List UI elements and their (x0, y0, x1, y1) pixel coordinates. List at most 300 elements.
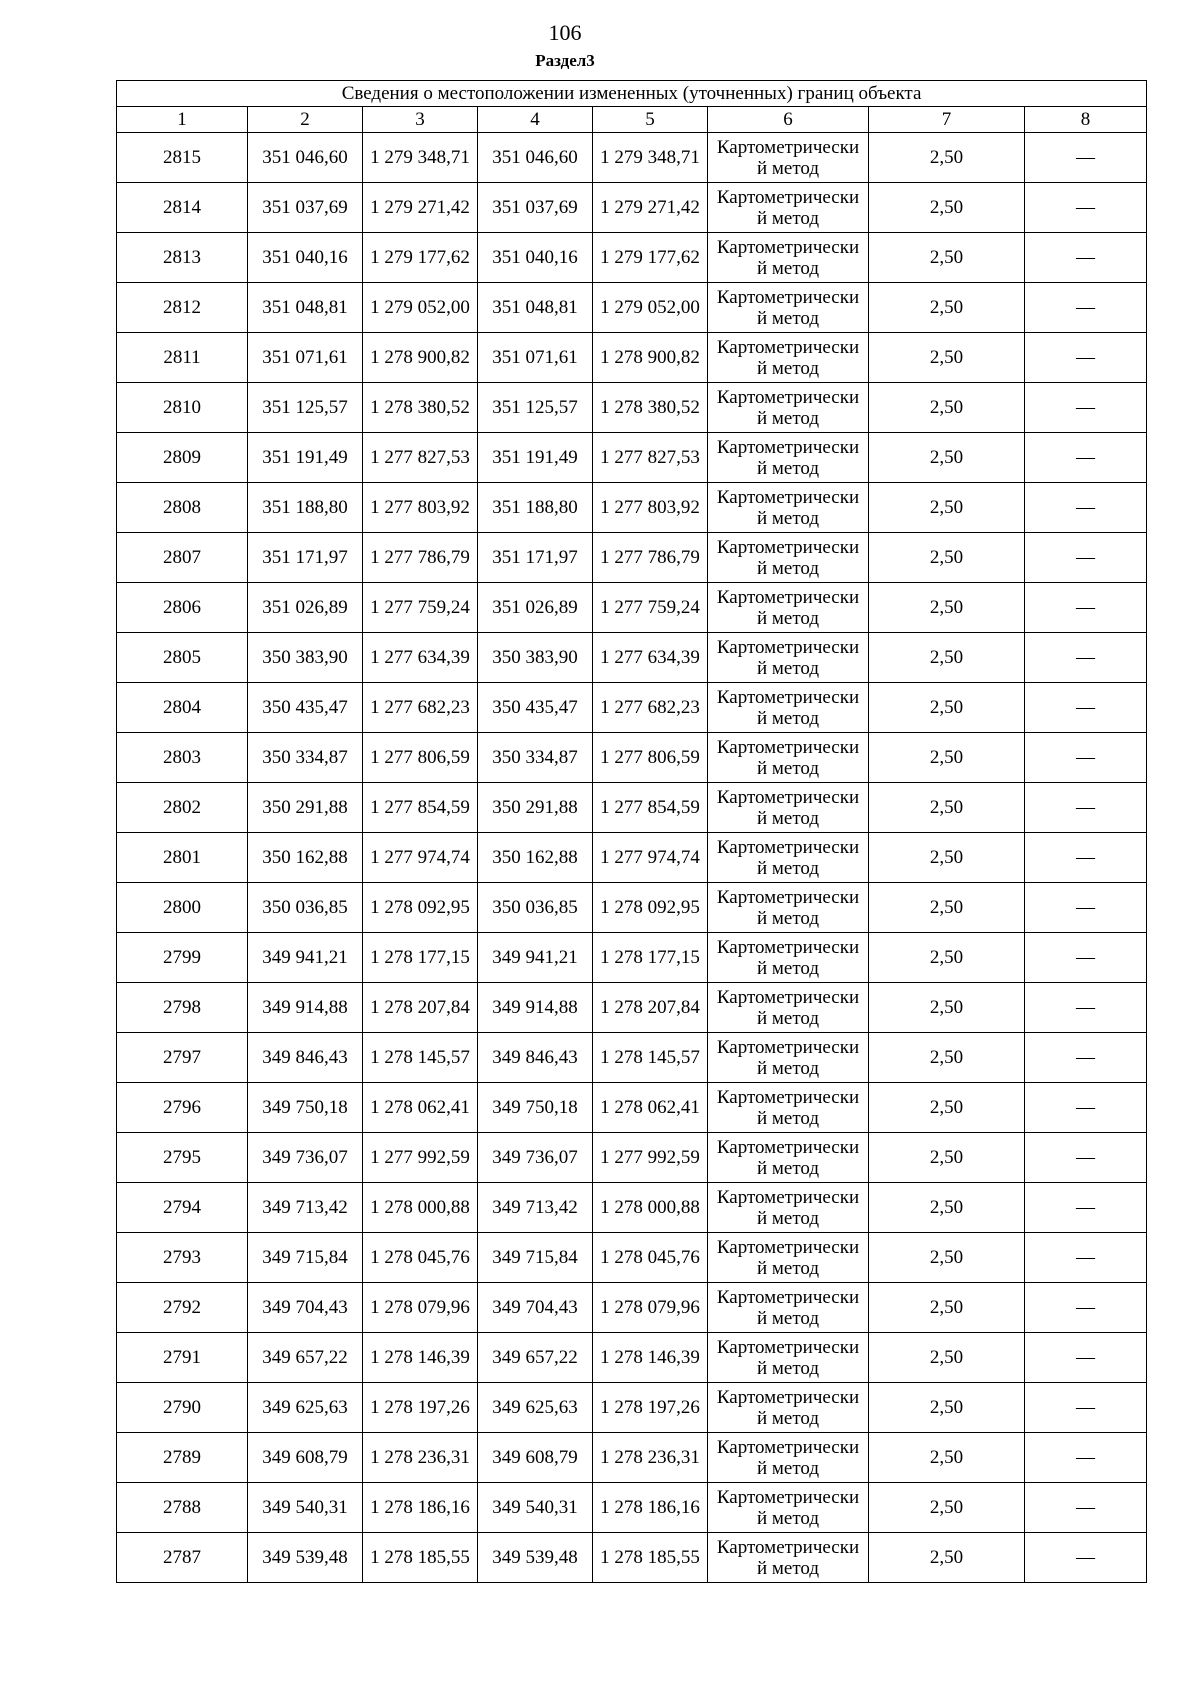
method-text-line2: й метод (756, 257, 820, 279)
method-cell (708, 483, 869, 533)
old-x-cell: 349 608,79 (248, 1433, 363, 1483)
method-text-line1: Картометрически (716, 286, 860, 308)
method-cell (708, 933, 869, 983)
new-x-cell: 351 048,81 (478, 283, 593, 333)
new-y-cell: 1 278 900,82 (593, 333, 708, 383)
method-text-line2: й метод (756, 307, 820, 329)
accuracy-cell: 2,50 (869, 833, 1025, 883)
table-caption-row (117, 81, 1147, 107)
column-number-row (117, 107, 1147, 133)
table-row (117, 833, 1147, 883)
method-text-line2: й метод (756, 907, 820, 929)
point-number-cell: 2801 (117, 833, 248, 883)
point-number-cell: 2790 (117, 1383, 248, 1433)
method-cell (708, 1433, 869, 1483)
old-x-cell: 350 036,85 (248, 883, 363, 933)
method-text-line1: Картометрически (716, 486, 860, 508)
old-y-cell: 1 278 900,82 (363, 333, 478, 383)
method-text-line2: й метод (756, 957, 820, 979)
old-y-cell: 1 277 806,59 (363, 733, 478, 783)
accuracy-cell: 2,50 (869, 683, 1025, 733)
description-cell: — (1025, 833, 1147, 883)
new-y-cell: 1 278 079,96 (593, 1283, 708, 1333)
new-y-cell: 1 278 380,52 (593, 383, 708, 433)
new-x-cell: 349 914,88 (478, 983, 593, 1033)
new-x-cell: 350 435,47 (478, 683, 593, 733)
description-cell: — (1025, 1483, 1147, 1533)
old-y-cell: 1 277 803,92 (363, 483, 478, 533)
method-cell (708, 1383, 869, 1433)
description-cell: — (1025, 483, 1147, 533)
accuracy-cell: 2,50 (869, 733, 1025, 783)
method-text-line2: й метод (756, 1457, 820, 1479)
point-number-cell: 2789 (117, 1433, 248, 1483)
column-number: 4 (478, 107, 593, 133)
method-text-line1: Картометрически (716, 1486, 860, 1508)
old-y-cell: 1 278 207,84 (363, 983, 478, 1033)
old-y-cell: 1 277 827,53 (363, 433, 478, 483)
table-row (117, 983, 1147, 1033)
boundary-table (116, 80, 1147, 1583)
old-x-cell: 349 846,43 (248, 1033, 363, 1083)
point-number-cell: 2815 (117, 133, 248, 183)
new-x-cell: 351 125,57 (478, 383, 593, 433)
method-cell (708, 883, 869, 933)
method-cell (708, 283, 869, 333)
old-y-cell: 1 278 045,76 (363, 1233, 478, 1283)
table-row (117, 933, 1147, 983)
old-y-cell: 1 277 682,23 (363, 683, 478, 733)
new-y-cell: 1 278 045,76 (593, 1233, 708, 1283)
description-cell: — (1025, 883, 1147, 933)
description-cell: — (1025, 1283, 1147, 1333)
new-x-cell: 350 383,90 (478, 633, 593, 683)
table-row (117, 1333, 1147, 1383)
old-y-cell: 1 278 197,26 (363, 1383, 478, 1433)
new-x-cell: 351 188,80 (478, 483, 593, 533)
method-cell (708, 1183, 869, 1233)
method-text-line1: Картометрически (716, 1286, 860, 1308)
new-x-cell: 351 040,16 (478, 233, 593, 283)
description-cell: — (1025, 183, 1147, 233)
method-text-line2: й метод (756, 807, 820, 829)
new-y-cell: 1 277 974,74 (593, 833, 708, 883)
table-row (117, 1133, 1147, 1183)
method-text-line2: й метод (756, 507, 820, 529)
table-row (117, 1383, 1147, 1433)
description-cell: — (1025, 1183, 1147, 1233)
method-cell (708, 683, 869, 733)
description-cell: — (1025, 1433, 1147, 1483)
old-x-cell: 351 026,89 (248, 583, 363, 633)
method-text-line1: Картометрически (716, 936, 860, 958)
old-y-cell: 1 278 092,95 (363, 883, 478, 933)
description-cell: — (1025, 433, 1147, 483)
method-text-line1: Картометрически (716, 636, 860, 658)
table-row (117, 1283, 1147, 1333)
old-x-cell: 349 704,43 (248, 1283, 363, 1333)
method-text-line1: Картометрически (716, 136, 860, 158)
method-text-line1: Картометрически (716, 1236, 860, 1258)
method-text-line2: й метод (756, 607, 820, 629)
table-row (117, 133, 1147, 183)
point-number-cell: 2799 (117, 933, 248, 983)
method-text-line1: Картометрически (716, 236, 860, 258)
column-number: 3 (363, 107, 478, 133)
new-x-cell: 351 171,97 (478, 533, 593, 583)
new-x-cell: 351 037,69 (478, 183, 593, 233)
table-row (117, 233, 1147, 283)
point-number-cell: 2791 (117, 1333, 248, 1383)
accuracy-cell: 2,50 (869, 1233, 1025, 1283)
description-cell: — (1025, 783, 1147, 833)
table-row (117, 433, 1147, 483)
accuracy-cell: 2,50 (869, 1083, 1025, 1133)
new-x-cell: 350 291,88 (478, 783, 593, 833)
point-number-cell: 2806 (117, 583, 248, 633)
accuracy-cell: 2,50 (869, 333, 1025, 383)
method-text-line1: Картометрически (716, 1536, 860, 1558)
accuracy-cell: 2,50 (869, 1133, 1025, 1183)
accuracy-cell: 2,50 (869, 1283, 1025, 1333)
column-number: 1 (117, 107, 248, 133)
old-x-cell: 349 715,84 (248, 1233, 363, 1283)
table-row (117, 533, 1147, 583)
method-cell (708, 433, 869, 483)
description-cell: — (1025, 383, 1147, 433)
method-text-line2: й метод (756, 207, 820, 229)
method-text-line1: Картометрически (716, 436, 860, 458)
method-cell (708, 383, 869, 433)
accuracy-cell: 2,50 (869, 1183, 1025, 1233)
old-x-cell: 350 435,47 (248, 683, 363, 733)
method-cell (708, 333, 869, 383)
method-text-line2: й метод (756, 1057, 820, 1079)
description-cell: — (1025, 583, 1147, 633)
page-number: 106 (548, 20, 582, 45)
table-row (117, 1533, 1147, 1583)
method-text-line2: й метод (756, 1157, 820, 1179)
section-title: Раздел3 (535, 51, 595, 70)
new-x-cell: 350 334,87 (478, 733, 593, 783)
new-x-cell: 351 046,60 (478, 133, 593, 183)
old-x-cell: 349 657,22 (248, 1333, 363, 1383)
method-text-line2: й метод (756, 707, 820, 729)
accuracy-cell: 2,50 (869, 183, 1025, 233)
old-y-cell: 1 278 145,57 (363, 1033, 478, 1083)
method-text-line1: Картометрически (716, 1086, 860, 1108)
method-cell (708, 833, 869, 883)
new-x-cell: 350 162,88 (478, 833, 593, 883)
point-number-cell: 2793 (117, 1233, 248, 1283)
new-x-cell: 349 750,18 (478, 1083, 593, 1133)
table-row (117, 1433, 1147, 1483)
method-cell (708, 583, 869, 633)
table-row (117, 283, 1147, 333)
new-y-cell: 1 278 146,39 (593, 1333, 708, 1383)
point-number-cell: 2813 (117, 233, 248, 283)
old-x-cell: 350 334,87 (248, 733, 363, 783)
old-y-cell: 1 279 177,62 (363, 233, 478, 283)
method-text-line1: Картометрически (716, 836, 860, 858)
new-x-cell: 351 071,61 (478, 333, 593, 383)
old-y-cell: 1 278 000,88 (363, 1183, 478, 1233)
method-text-line1: Картометрически (716, 1386, 860, 1408)
new-x-cell: 349 539,48 (478, 1533, 593, 1583)
old-x-cell: 349 540,31 (248, 1483, 363, 1533)
new-x-cell: 351 026,89 (478, 583, 593, 633)
table-row (117, 483, 1147, 533)
point-number-cell: 2796 (117, 1083, 248, 1133)
method-text-line1: Картометрически (716, 886, 860, 908)
point-number-cell: 2787 (117, 1533, 248, 1583)
description-cell: — (1025, 733, 1147, 783)
new-y-cell: 1 278 177,15 (593, 933, 708, 983)
description-cell: — (1025, 1533, 1147, 1583)
point-number-cell: 2797 (117, 1033, 248, 1083)
accuracy-cell: 2,50 (869, 583, 1025, 633)
old-y-cell: 1 277 634,39 (363, 633, 478, 683)
method-text-line2: й метод (756, 407, 820, 429)
old-x-cell: 349 539,48 (248, 1533, 363, 1583)
old-y-cell: 1 278 177,15 (363, 933, 478, 983)
new-y-cell: 1 277 827,53 (593, 433, 708, 483)
old-y-cell: 1 277 786,79 (363, 533, 478, 583)
point-number-cell: 2795 (117, 1133, 248, 1183)
method-cell (708, 633, 869, 683)
old-y-cell: 1 279 271,42 (363, 183, 478, 233)
column-number: 6 (708, 107, 869, 133)
new-x-cell: 349 608,79 (478, 1433, 593, 1483)
point-number-cell: 2811 (117, 333, 248, 383)
method-text-line1: Картометрически (716, 786, 860, 808)
new-y-cell: 1 277 854,59 (593, 783, 708, 833)
new-x-cell: 349 941,21 (478, 933, 593, 983)
old-x-cell: 349 736,07 (248, 1133, 363, 1183)
accuracy-cell: 2,50 (869, 1333, 1025, 1383)
method-text-line2: й метод (756, 1007, 820, 1029)
method-cell (708, 1083, 869, 1133)
new-y-cell: 1 278 236,31 (593, 1433, 708, 1483)
description-cell: — (1025, 933, 1147, 983)
old-x-cell: 349 713,42 (248, 1183, 363, 1233)
point-number-cell: 2794 (117, 1183, 248, 1233)
method-cell (708, 1533, 869, 1583)
new-y-cell: 1 279 348,71 (593, 133, 708, 183)
accuracy-cell: 2,50 (869, 883, 1025, 933)
point-number-cell: 2808 (117, 483, 248, 533)
method-text-line2: й метод (756, 857, 820, 879)
method-text-line2: й метод (756, 1257, 820, 1279)
point-number-cell: 2804 (117, 683, 248, 733)
old-x-cell: 351 191,49 (248, 433, 363, 483)
method-cell (708, 183, 869, 233)
table-row (117, 583, 1147, 633)
old-y-cell: 1 278 380,52 (363, 383, 478, 433)
point-number-cell: 2812 (117, 283, 248, 333)
method-text-line2: й метод (756, 1407, 820, 1429)
accuracy-cell: 2,50 (869, 433, 1025, 483)
accuracy-cell: 2,50 (869, 1033, 1025, 1083)
new-y-cell: 1 278 145,57 (593, 1033, 708, 1083)
column-number: 5 (593, 107, 708, 133)
new-y-cell: 1 278 185,55 (593, 1533, 708, 1583)
accuracy-cell: 2,50 (869, 533, 1025, 583)
old-x-cell: 351 048,81 (248, 283, 363, 333)
method-text-line2: й метод (756, 357, 820, 379)
old-y-cell: 1 278 079,96 (363, 1283, 478, 1333)
description-cell: — (1025, 533, 1147, 583)
method-text-line1: Картометрически (716, 736, 860, 758)
method-cell (708, 133, 869, 183)
method-text-line1: Картометрически (716, 336, 860, 358)
table-row (117, 633, 1147, 683)
new-y-cell: 1 278 207,84 (593, 983, 708, 1033)
column-number: 8 (1025, 107, 1147, 133)
column-number: 2 (248, 107, 363, 133)
method-text-line1: Картометрически (716, 586, 860, 608)
description-cell: — (1025, 233, 1147, 283)
point-number-cell: 2800 (117, 883, 248, 933)
method-text-line1: Картометрически (716, 1186, 860, 1208)
old-y-cell: 1 277 854,59 (363, 783, 478, 833)
old-x-cell: 350 291,88 (248, 783, 363, 833)
point-number-cell: 2805 (117, 633, 248, 683)
old-y-cell: 1 279 052,00 (363, 283, 478, 333)
old-x-cell: 351 125,57 (248, 383, 363, 433)
method-cell (708, 1483, 869, 1533)
table-row (117, 333, 1147, 383)
table-row (117, 183, 1147, 233)
new-x-cell: 350 036,85 (478, 883, 593, 933)
new-y-cell: 1 278 197,26 (593, 1383, 708, 1433)
description-cell: — (1025, 683, 1147, 733)
method-text-line1: Картометрически (716, 1436, 860, 1458)
method-cell (708, 983, 869, 1033)
table-row (117, 383, 1147, 433)
accuracy-cell: 2,50 (869, 1433, 1025, 1483)
new-x-cell: 349 540,31 (478, 1483, 593, 1533)
description-cell: — (1025, 1383, 1147, 1433)
description-cell: — (1025, 1333, 1147, 1383)
method-text-line1: Картометрически (716, 1136, 860, 1158)
method-text-line1: Картометрически (716, 386, 860, 408)
accuracy-cell: 2,50 (869, 383, 1025, 433)
new-y-cell: 1 278 186,16 (593, 1483, 708, 1533)
new-y-cell: 1 277 759,24 (593, 583, 708, 633)
method-text-line2: й метод (756, 657, 820, 679)
accuracy-cell: 2,50 (869, 283, 1025, 333)
new-y-cell: 1 278 062,41 (593, 1083, 708, 1133)
new-y-cell: 1 277 682,23 (593, 683, 708, 733)
new-x-cell: 351 191,49 (478, 433, 593, 483)
old-y-cell: 1 278 062,41 (363, 1083, 478, 1133)
table-row (117, 683, 1147, 733)
description-cell: — (1025, 283, 1147, 333)
method-text-line1: Картометрически (716, 986, 860, 1008)
method-text-line2: й метод (756, 457, 820, 479)
column-number: 7 (869, 107, 1025, 133)
method-cell (708, 1333, 869, 1383)
method-text-line2: й метод (756, 557, 820, 579)
new-y-cell: 1 279 052,00 (593, 283, 708, 333)
old-x-cell: 349 914,88 (248, 983, 363, 1033)
new-y-cell: 1 278 092,95 (593, 883, 708, 933)
old-y-cell: 1 278 236,31 (363, 1433, 478, 1483)
new-y-cell: 1 278 000,88 (593, 1183, 708, 1233)
new-y-cell: 1 277 806,59 (593, 733, 708, 783)
old-x-cell: 351 188,80 (248, 483, 363, 533)
method-text-line1: Картометрически (716, 186, 860, 208)
table-row (117, 1183, 1147, 1233)
accuracy-cell: 2,50 (869, 483, 1025, 533)
old-x-cell: 351 040,16 (248, 233, 363, 283)
method-cell (708, 1133, 869, 1183)
old-y-cell: 1 278 185,55 (363, 1533, 478, 1583)
point-number-cell: 2802 (117, 783, 248, 833)
point-number-cell: 2810 (117, 383, 248, 433)
new-x-cell: 349 657,22 (478, 1333, 593, 1383)
table-row (117, 783, 1147, 833)
old-x-cell: 351 171,97 (248, 533, 363, 583)
old-y-cell: 1 279 348,71 (363, 133, 478, 183)
accuracy-cell: 2,50 (869, 1383, 1025, 1433)
description-cell: — (1025, 1233, 1147, 1283)
point-number-cell: 2809 (117, 433, 248, 483)
old-y-cell: 1 277 759,24 (363, 583, 478, 633)
description-cell: — (1025, 1083, 1147, 1133)
point-number-cell: 2798 (117, 983, 248, 1033)
method-text-line1: Картометрически (716, 686, 860, 708)
method-text-line2: й метод (756, 757, 820, 779)
accuracy-cell: 2,50 (869, 1533, 1025, 1583)
point-number-cell: 2803 (117, 733, 248, 783)
method-text-line1: Картометрически (716, 536, 860, 558)
method-text-line1: Картометрически (716, 1336, 860, 1358)
method-cell (708, 1283, 869, 1333)
new-x-cell: 349 715,84 (478, 1233, 593, 1283)
method-text-line2: й метод (756, 157, 820, 179)
table-row (117, 733, 1147, 783)
description-cell: — (1025, 1033, 1147, 1083)
old-x-cell: 351 037,69 (248, 183, 363, 233)
old-y-cell: 1 277 992,59 (363, 1133, 478, 1183)
new-x-cell: 349 704,43 (478, 1283, 593, 1333)
method-cell (708, 1233, 869, 1283)
accuracy-cell: 2,50 (869, 933, 1025, 983)
old-y-cell: 1 277 974,74 (363, 833, 478, 883)
table-row (117, 1483, 1147, 1533)
description-cell: — (1025, 333, 1147, 383)
method-text-line2: й метод (756, 1357, 820, 1379)
method-text-line2: й метод (756, 1557, 820, 1579)
new-x-cell: 349 625,63 (478, 1383, 593, 1433)
old-x-cell: 349 625,63 (248, 1383, 363, 1433)
old-x-cell: 350 383,90 (248, 633, 363, 683)
description-cell: — (1025, 133, 1147, 183)
new-y-cell: 1 279 177,62 (593, 233, 708, 283)
table-body (117, 133, 1147, 1583)
method-cell (708, 233, 869, 283)
table-caption: Сведения о местоположении измененных (уточненных) границ объекта (117, 81, 1147, 107)
method-text-line2: й метод (756, 1307, 820, 1329)
accuracy-cell: 2,50 (869, 133, 1025, 183)
old-x-cell: 349 750,18 (248, 1083, 363, 1133)
new-x-cell: 349 846,43 (478, 1033, 593, 1083)
table-row (117, 883, 1147, 933)
new-y-cell: 1 277 803,92 (593, 483, 708, 533)
old-y-cell: 1 278 146,39 (363, 1333, 478, 1383)
